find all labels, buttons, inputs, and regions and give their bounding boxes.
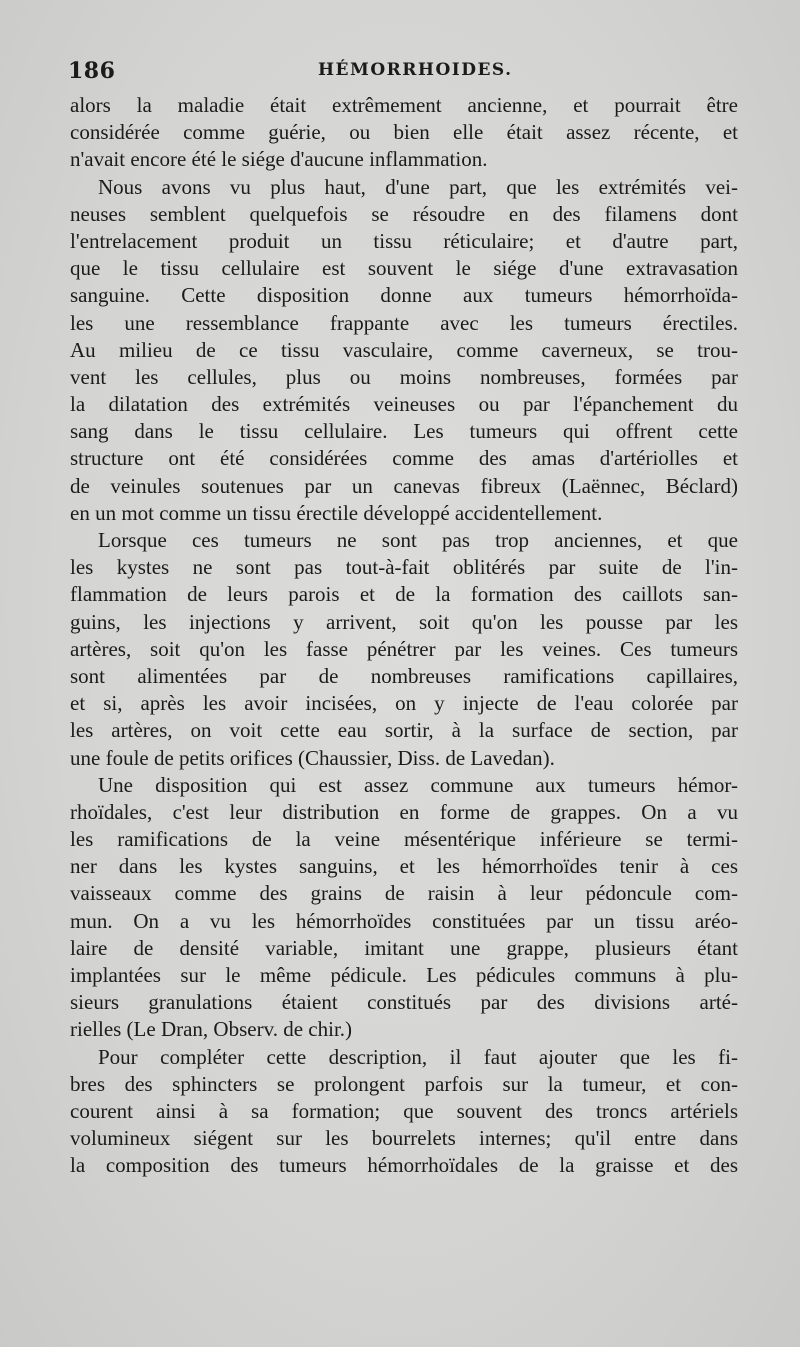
text-line: courent ainsi à sa formation; que souvent des troncs artériels xyxy=(70,1098,738,1123)
text-line: Pour compléter cette description, il faut ajouter que les fi- xyxy=(98,1044,738,1069)
text-line: Lorsque ces tumeurs ne sont pas trop anciennes, et que xyxy=(98,528,738,552)
text-line: alors la maladie était extrêmement ancienne, et pourrait être xyxy=(70,93,738,117)
text-line: vent les cellules, plus ou moins nombreuses, formées par xyxy=(70,364,738,389)
text-line: implantées sur le même pédicule. Les pédicules communs à plu- xyxy=(70,963,738,987)
running-head: HÉMORRHOIDES. xyxy=(318,60,513,80)
text-line: n'avait encore été le siége d'aucune inflammation. xyxy=(70,147,488,172)
text-line: la composition des tumeurs hémorrhoïdales de la graisse et des xyxy=(70,1153,738,1178)
paragraph xyxy=(70,1044,738,1180)
text-line: guins, les injections y arrivent, soit qu'on les pousse par les xyxy=(70,609,738,634)
text-line: et si, après les avoir incisées, on y injecte de l'eau colorée par xyxy=(70,691,738,716)
text-line: rhoïdales, c'est leur distribution en forme de grappes. On a vu xyxy=(70,799,738,824)
text-line: que le tissu cellulaire est souvent le siége d'une extravasation xyxy=(70,256,738,281)
text-line: sont alimentées par de nombreuses ramifications capillaires, xyxy=(70,663,738,688)
text-line: en un mot comme un tissu érectile développé accidentellement. xyxy=(70,500,603,525)
text-line: sang dans le tissu cellulaire. Les tumeurs qui offrent cette xyxy=(70,419,738,444)
text-line: neuses semblent quelquefois se résoudre en des filamens dont xyxy=(70,201,738,226)
paragraph xyxy=(70,527,738,772)
text-line: laire de densité variable, imitant une grappe, plusieurs étant xyxy=(70,935,738,960)
text-line: volumineux siégent sur les bourrelets internes; qu'il entre dans xyxy=(70,1126,738,1151)
text-line: sieurs granulations étaient constitués par des divisions arté- xyxy=(70,990,738,1015)
text-line: Nous avons vu plus haut, d'une part, que les extrémités vei- xyxy=(98,174,738,199)
text-line: la dilatation des extrémités veineuses ou par l'épanchement du xyxy=(70,392,738,417)
paragraph xyxy=(70,772,738,1044)
text-line: bres des sphincters se prolongent parfois sur la tumeur, et con- xyxy=(70,1071,738,1096)
page-header xyxy=(68,58,748,88)
text-line: les une ressemblance frappante avec les tumeurs érectiles. xyxy=(70,310,738,335)
text-line: sanguine. Cette disposition donne aux tumeurs hémorrhoïda- xyxy=(70,283,738,308)
text-line: vaisseaux comme des grains de raisin à leur pédoncule com- xyxy=(70,881,738,906)
text-line: rielles (Le Dran, Observ. de chir.) xyxy=(70,1017,353,1042)
page-number: 186 xyxy=(68,58,116,84)
paragraph xyxy=(70,174,738,527)
text-line: Au milieu de ce tissu vasculaire, comme caverneux, se trou- xyxy=(70,337,738,362)
text-line: une foule de petits orifices (Chaussier, Diss. de Lavedan). xyxy=(70,745,555,770)
paragraph xyxy=(70,92,738,174)
text-line: ner dans les kystes sanguins, et les hémorrhoïdes tenir à ces xyxy=(70,854,738,879)
text-line: les artères, on voit cette eau sortir, à la surface de section, par xyxy=(70,718,738,743)
text-line: Une disposition qui est assez commune aux tumeurs hémor- xyxy=(98,772,738,797)
text-line: les ramifications de la veine mésentérique inférieure se termi- xyxy=(70,827,738,852)
text-line: structure ont été considérées comme des amas d'artériolles et xyxy=(70,446,738,471)
text-line: l'entrelacement produit un tissu réticulaire; et d'autre part, xyxy=(70,228,738,253)
text-line: artères, soit qu'on les fasse pénétrer par les veines. Ces tumeurs xyxy=(70,636,738,661)
text-line: mun. On a vu les hémorrhoïdes constituées par un tissu aréo- xyxy=(70,908,738,933)
body-text xyxy=(70,92,738,1180)
text-line: les kystes ne sont pas tout-à-fait oblitérés par suite de l'in- xyxy=(70,555,738,580)
text-line: de veinules soutenues par un canevas fibreux (Laënnec, Béclard) xyxy=(70,473,738,498)
text-line: considérée comme guérie, ou bien elle était assez récente, et xyxy=(70,120,738,145)
text-line: flammation de leurs parois et de la formation des caillots san- xyxy=(70,582,738,607)
